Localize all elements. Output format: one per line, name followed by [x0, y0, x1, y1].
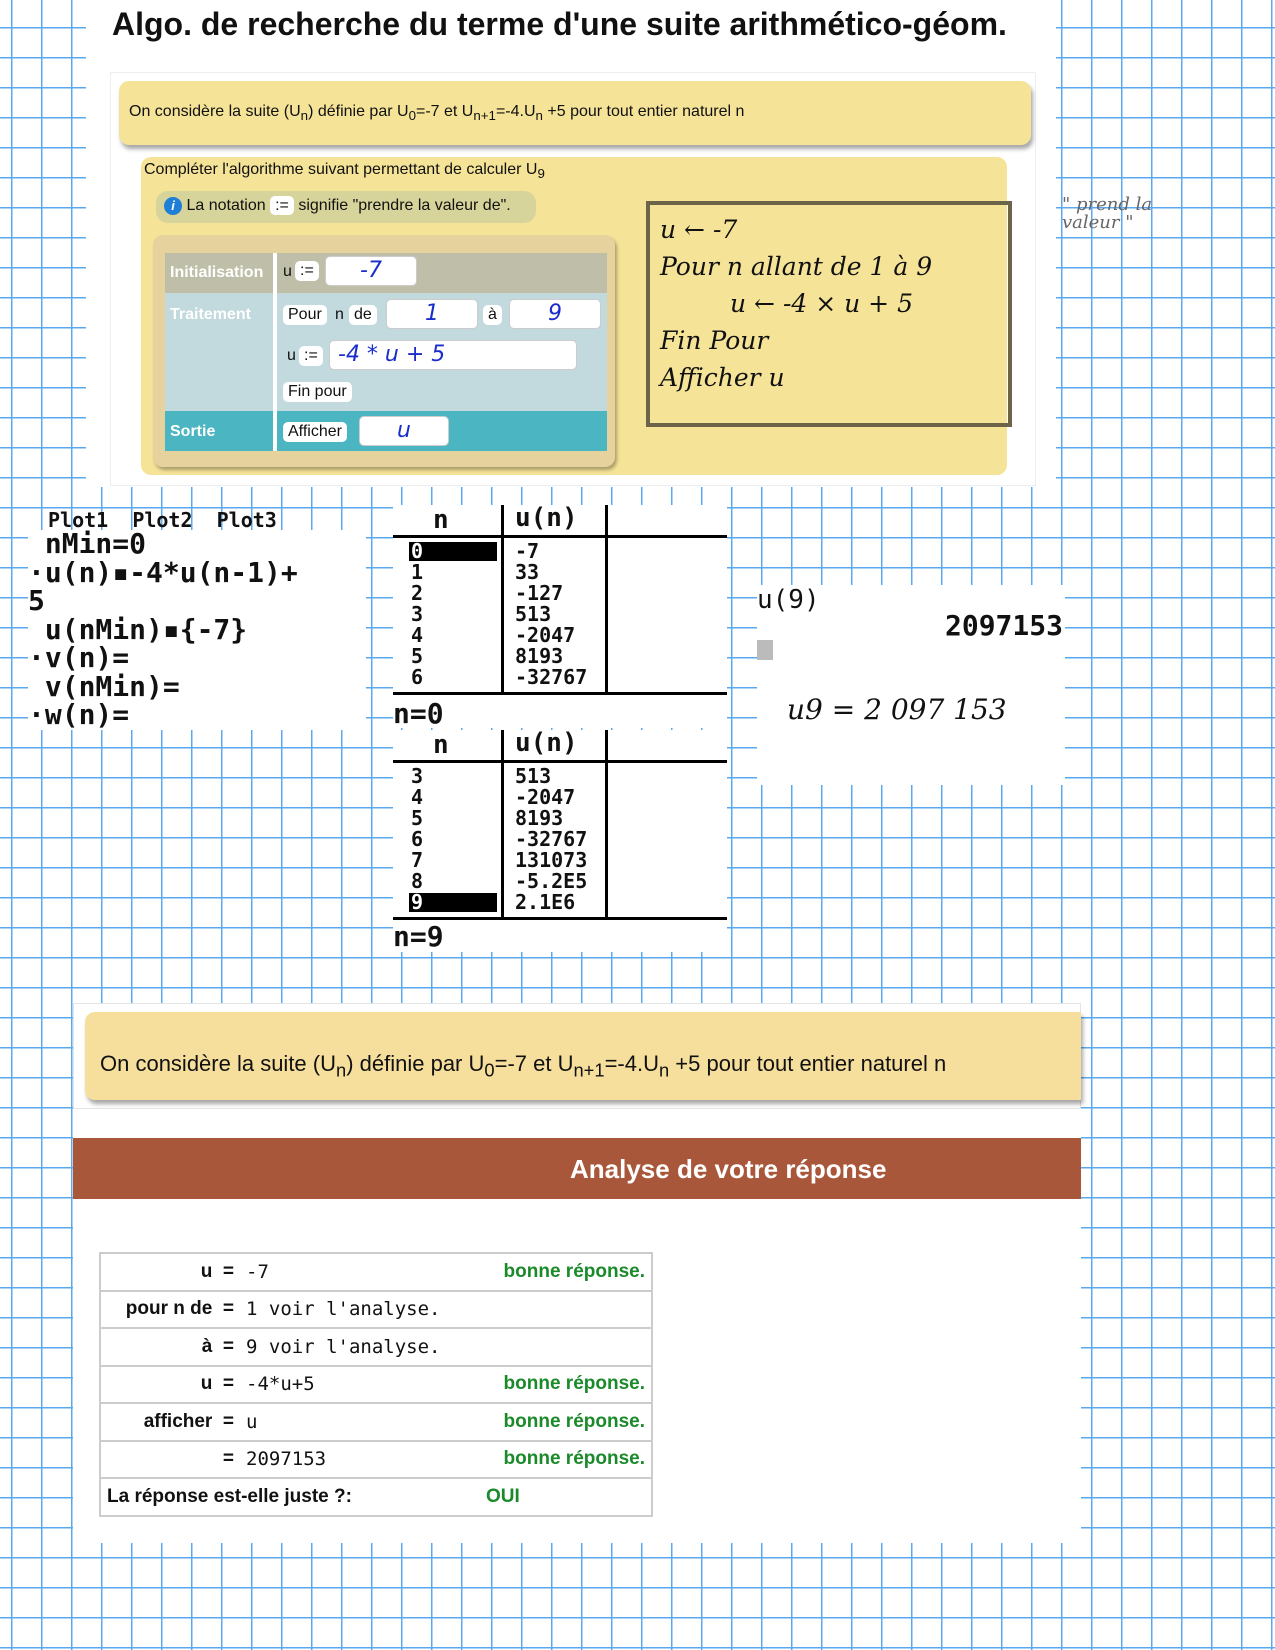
calc-home-screen — [757, 585, 1065, 785]
eq: = — [222, 1260, 234, 1282]
algo-box — [141, 157, 1007, 475]
sub: 9 — [537, 166, 545, 182]
analysis-row — [100, 1253, 652, 1291]
cell: 6 — [411, 665, 424, 689]
de-keyword: de — [349, 305, 377, 325]
row-value: 1 voir l'analyse. — [240, 1291, 480, 1329]
page-title: Algo. de recherche du terme d'une suite arithmético-géom. — [112, 6, 1007, 42]
calc-line: u(nMin)▪{-7} — [28, 612, 248, 646]
cell: 2.1E6 — [515, 890, 576, 914]
cell: 3 — [411, 602, 424, 626]
plot-tab: Plot2 — [132, 508, 193, 532]
assign-op: := — [299, 346, 323, 366]
handwritten-algo — [646, 201, 1012, 427]
calc-expr: u(9) — [757, 585, 820, 615]
loop-value-input[interactable]: -4 * u + 5 — [329, 340, 577, 370]
statement-text: =-4.U — [604, 1051, 659, 1076]
row-verdict: bonne réponse. — [480, 1403, 652, 1441]
treat-label: Traitement — [170, 306, 251, 323]
statement-box-2 — [85, 1012, 1081, 1100]
statement-text: =-4.U — [495, 103, 536, 120]
divider — [605, 505, 608, 693]
cursor — [757, 640, 773, 660]
statement-text: +5 pour tout entier naturel n — [542, 103, 745, 120]
handwritten-note: " prend la valeur " — [1062, 194, 1153, 233]
sub: n — [336, 1059, 347, 1081]
handwritten-result: u9 = 2 097 153 — [787, 693, 1007, 726]
sub: n — [658, 1059, 670, 1081]
n-label: n — [335, 306, 344, 323]
analysis-row — [100, 1441, 652, 1479]
row-verdict — [480, 1328, 652, 1366]
u-label: u — [287, 347, 296, 364]
init-row — [165, 253, 607, 293]
cell: 5 — [411, 644, 424, 668]
a-keyword: à — [483, 305, 502, 325]
row-verdict: bonne réponse. — [480, 1441, 652, 1479]
question-label: La réponse est-elle juste ?: — [100, 1478, 480, 1516]
out-value-input[interactable]: u — [359, 416, 449, 446]
label: pour n de — [125, 1298, 213, 1320]
cell: 4 — [411, 785, 424, 809]
divider — [393, 760, 727, 763]
analysis-header: Analyse de votre réponse — [73, 1138, 1081, 1199]
pour-keyword: Pour — [283, 305, 327, 325]
analysis-table — [99, 1252, 653, 1517]
statement-text: ) définie par U — [308, 103, 409, 120]
analysis-row — [100, 1366, 652, 1404]
col-header-n: n — [433, 730, 449, 760]
cell: 0 — [411, 539, 424, 563]
cell: 8193 — [515, 806, 564, 830]
n-column — [411, 766, 423, 913]
row-label — [100, 1328, 240, 1366]
result-panel — [73, 1003, 1081, 1543]
calc-line: ·v(n)= — [28, 641, 130, 674]
info-text: La notation — [186, 197, 266, 214]
cell: -5.2E5 — [515, 869, 588, 893]
u-column — [515, 766, 587, 913]
plot-tab: Plot1 — [48, 508, 109, 532]
statement-text: =-7 et U — [494, 1051, 574, 1076]
statement-text: =-7 et U — [415, 103, 474, 120]
exercise-screenshot — [110, 72, 1036, 486]
calc-result: 2097153 — [944, 609, 1063, 642]
plot-tabs — [48, 508, 277, 532]
eq: = — [222, 1298, 234, 1320]
sub: 0 — [408, 108, 416, 124]
statement-box — [119, 81, 1031, 145]
calc-line: 5 — [28, 584, 45, 617]
analysis-row — [100, 1291, 652, 1329]
cell: 4 — [411, 623, 424, 647]
hand-line: u ← -4 × u + 5 — [730, 289, 913, 318]
row-verdict: bonne réponse. — [480, 1366, 652, 1404]
calc-line: v(nMin)= — [28, 669, 180, 703]
init-value-input[interactable]: -7 — [325, 256, 417, 286]
info-icon: i — [164, 197, 182, 215]
info-text: signifie "prendre la valeur de". — [298, 197, 511, 214]
calc-line: ·w(n)= — [28, 698, 130, 731]
row-value: -4*u+5 — [240, 1366, 480, 1404]
row-value: 9 voir l'analyse. — [240, 1328, 480, 1366]
divider — [393, 692, 727, 695]
col-header-u: u(n) — [515, 728, 578, 758]
answer-badge: OUI — [480, 1478, 652, 1516]
row-value: -7 — [240, 1253, 480, 1291]
out-label: Sortie — [170, 423, 216, 440]
cell: 1 — [411, 560, 424, 584]
assign-op: := — [270, 196, 294, 215]
row-label — [100, 1441, 240, 1479]
cell: 131073 — [515, 848, 588, 872]
cell: 3 — [411, 764, 424, 788]
cell: -127 — [515, 581, 564, 605]
calc-table-1 — [393, 505, 727, 728]
label: u — [200, 1260, 213, 1282]
table-footer: n=0 — [393, 697, 444, 730]
eq: = — [222, 1373, 234, 1395]
analysis-row — [100, 1328, 652, 1366]
init-label: Initialisation — [170, 264, 264, 281]
divider — [393, 535, 727, 538]
row-label — [100, 1253, 240, 1291]
analysis-row — [100, 1403, 652, 1441]
instruction — [144, 161, 545, 181]
eq: = — [222, 1410, 234, 1432]
cell: 8 — [411, 869, 424, 893]
row-value: 2097153 — [240, 1441, 480, 1479]
cell: 5 — [411, 806, 424, 830]
statement-text: +5 pour tout entier naturel n — [669, 1051, 947, 1076]
cell: -32767 — [515, 665, 588, 689]
cell: 33 — [515, 560, 540, 584]
info-note — [156, 191, 536, 223]
table-footer: n=9 — [393, 920, 444, 953]
calc-line: nMin=0 — [28, 527, 147, 560]
from-value-input[interactable]: 1 — [386, 299, 478, 329]
label: afficher — [143, 1410, 213, 1432]
sub: n — [535, 108, 543, 124]
cell: 6 — [411, 827, 424, 851]
col-header-u: u(n) — [515, 503, 578, 533]
cell: -32767 — [515, 827, 588, 851]
treatment-row — [165, 293, 607, 411]
hand-line: Fin Pour — [660, 326, 769, 355]
label: à — [201, 1335, 213, 1357]
fin-pour-keyword: Fin pour — [283, 382, 352, 402]
algo-table — [153, 235, 615, 467]
row-label — [100, 1403, 240, 1441]
hand-line: Afficher u — [660, 363, 785, 392]
cell: -2047 — [515, 785, 576, 809]
to-value-input[interactable]: 9 — [509, 299, 601, 329]
cell: 9 — [411, 890, 424, 914]
cell: 7 — [411, 848, 424, 872]
divider — [501, 730, 504, 918]
cell: 513 — [515, 764, 552, 788]
divider — [605, 730, 608, 918]
eq: = — [222, 1335, 234, 1357]
row-label — [100, 1291, 240, 1329]
calc-table-2 — [393, 730, 727, 952]
n-column — [411, 541, 423, 688]
sub: n+1 — [473, 108, 496, 124]
cell: -2047 — [515, 623, 576, 647]
label: u — [200, 1373, 213, 1395]
sub: n+1 — [573, 1059, 605, 1081]
divider — [273, 253, 277, 451]
u-column — [515, 541, 587, 688]
cell: 8193 — [515, 644, 564, 668]
plot-tab: Plot3 — [216, 508, 277, 532]
cell: 513 — [515, 602, 552, 626]
cell: -7 — [515, 539, 540, 563]
calc-line: ·u(n)▪-4*u(n-1)+ — [28, 555, 298, 589]
divider — [501, 505, 504, 693]
u-label: u — [283, 263, 292, 280]
row-verdict — [480, 1291, 652, 1329]
statement-text: ) définie par U — [346, 1051, 485, 1076]
row-value: u — [240, 1403, 480, 1441]
sub: n — [300, 108, 309, 124]
sub: 0 — [484, 1059, 495, 1081]
hand-line: u ← -7 — [660, 215, 738, 244]
assign-op: := — [295, 261, 319, 281]
row-label — [100, 1366, 240, 1404]
output-row — [165, 411, 607, 451]
statement-text: On considère la suite (U — [129, 103, 301, 120]
cell: 2 — [411, 581, 424, 605]
statement-text: On considère la suite (U — [100, 1051, 336, 1076]
row-verdict: bonne réponse. — [480, 1253, 652, 1291]
instruction-text: Compléter l'algorithme suivant permettant de calculer U — [144, 161, 538, 178]
afficher-keyword: Afficher — [283, 422, 347, 442]
final-row — [100, 1478, 652, 1516]
eq: = — [222, 1448, 234, 1470]
hand-line: Pour n allant de 1 à 9 — [660, 252, 933, 281]
calc-sequence-screen — [28, 508, 366, 731]
col-header-n: n — [433, 505, 449, 535]
